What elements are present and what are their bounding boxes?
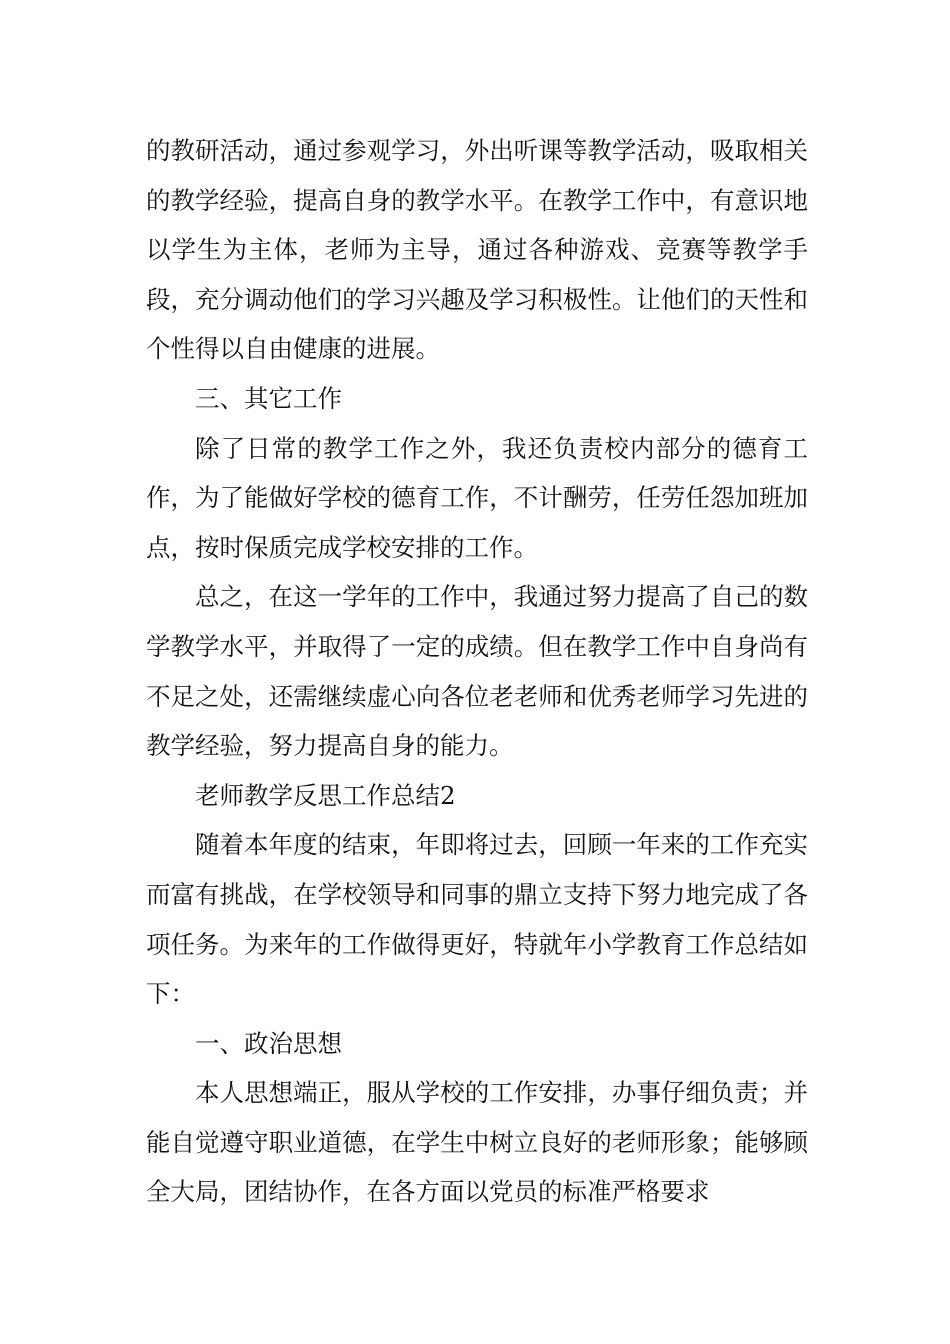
- heading-political-thought: 一、政治思想: [195, 1028, 342, 1058]
- paragraph-summary: 总之，在这一学年的工作中，我通过努力提高了自己的数学教学水平，并取得了一定的成绩。但在教学工作中自身尚有不足之处，还需继续虚心向各位老老师和优秀老师学习先进的教学经验，努力提高自身的能力。: [146, 582, 808, 761]
- paragraph-year-review: 随着本年度的结束，年即将过去，回顾一年来的工作充实而富有挑战，在学校领导和同事的鼎立支持下努力地完成了各项任务。为来年的工作做得更好，特就年小学教育工作总结如下：: [146, 830, 808, 1009]
- paragraph-political-thought: 本人思想端正，服从学校的工作安排，办事仔细负责；并能自觉遵守职业道德，在学生中树立良好的老师形象；能够顾全大局，团结协作，在各方面以党员的标准严格要求: [146, 1078, 808, 1207]
- heading-other-work: 三、其它工作: [195, 383, 342, 413]
- document-body: [146, 126, 808, 1217]
- heading-section-title-2: 老师教学反思工作总结2: [195, 780, 456, 810]
- paragraph-teaching-activities: 的教研活动，通过参观学习，外出听课等教学活动，吸取相关的教学经验，提高自身的教学水平。在教学工作中，有意识地以学生为主体，老师为主导，通过各种游戏、竞赛等教学手段，充分调动他们的学习兴趣及学习积极性。让他们的天性和个性得以自由健康的进展。: [146, 136, 808, 364]
- paragraph-moral-education: 除了日常的教学工作之外，我还负责校内部分的德育工作，为了能做好学校的德育工作，不计酬劳，任劳任怨加班加点，按时保质完成学校安排的工作。: [146, 433, 808, 562]
